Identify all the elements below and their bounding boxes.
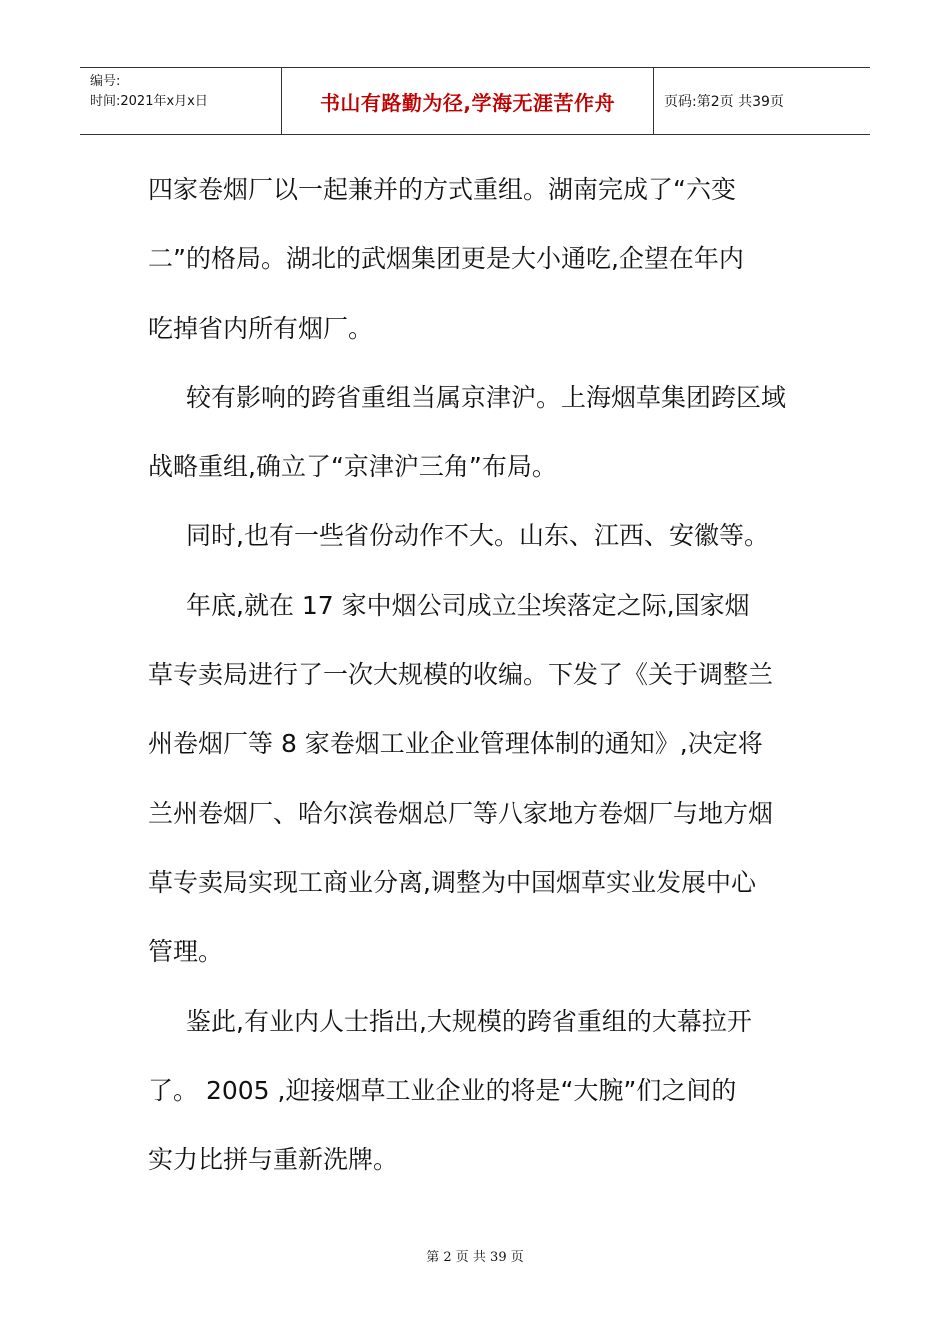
- text-line: 同时,也有一些省份动作不大。山东、江西、安徽等。: [186, 521, 769, 551]
- text-line: 实力比拼与重新洗牌。: [148, 1145, 399, 1175]
- header-page-info: 页码:第2页 共39页: [664, 94, 784, 110]
- text-line: 州卷烟厂等 8 家卷烟工业企业管理体制的通知》,决定将: [148, 729, 763, 759]
- text-line: 年底,就在 17 家中烟公司成立尘埃落定之际,国家烟: [186, 590, 750, 620]
- text-line: 二”的格局。湖北的武烟集团更是大小通吃,企望在年内: [148, 244, 744, 274]
- document-body: [148, 155, 808, 1194]
- header-motto: 书山有路勤为径,学海无涯苦作舟: [282, 68, 654, 134]
- text-line: 草专卖局实现工商业分离,调整为中国烟草实业发展中心: [148, 867, 756, 897]
- text-line: 四家卷烟厂以一起兼并的方式重组。湖南完成了“六变: [148, 175, 736, 204]
- page-header: [80, 67, 870, 135]
- header-meta-cell: [80, 68, 282, 134]
- text-line: 管理。: [148, 937, 224, 967]
- document-number-label: 编号:: [90, 74, 121, 89]
- page-footer: 第 2 页 共 39 页: [426, 1250, 524, 1265]
- text-line: 战略重组,确立了“京津沪三角”布局。: [148, 452, 557, 482]
- text-line: 了。 2005 ,迎接烟草工业企业的将是“大腕”们之间的: [148, 1075, 737, 1105]
- text-line: 较有影响的跨省重组当属京津沪。上海烟草集团跨区域: [186, 382, 787, 412]
- text-line: 兰州卷烟厂、哈尔滨卷烟总厂等八家地方卷烟厂与地方烟: [148, 798, 774, 828]
- text-line: 鉴此,有业内人士指出,大规模的跨省重组的大幕拉开: [186, 1006, 752, 1036]
- text-line: 吃掉省内所有烟厂。: [148, 313, 374, 343]
- document-time-label: 时间:2021年x月x日: [90, 94, 208, 109]
- text-line: 草专卖局进行了一次大规模的收编。下发了《关于调整兰: [148, 660, 774, 690]
